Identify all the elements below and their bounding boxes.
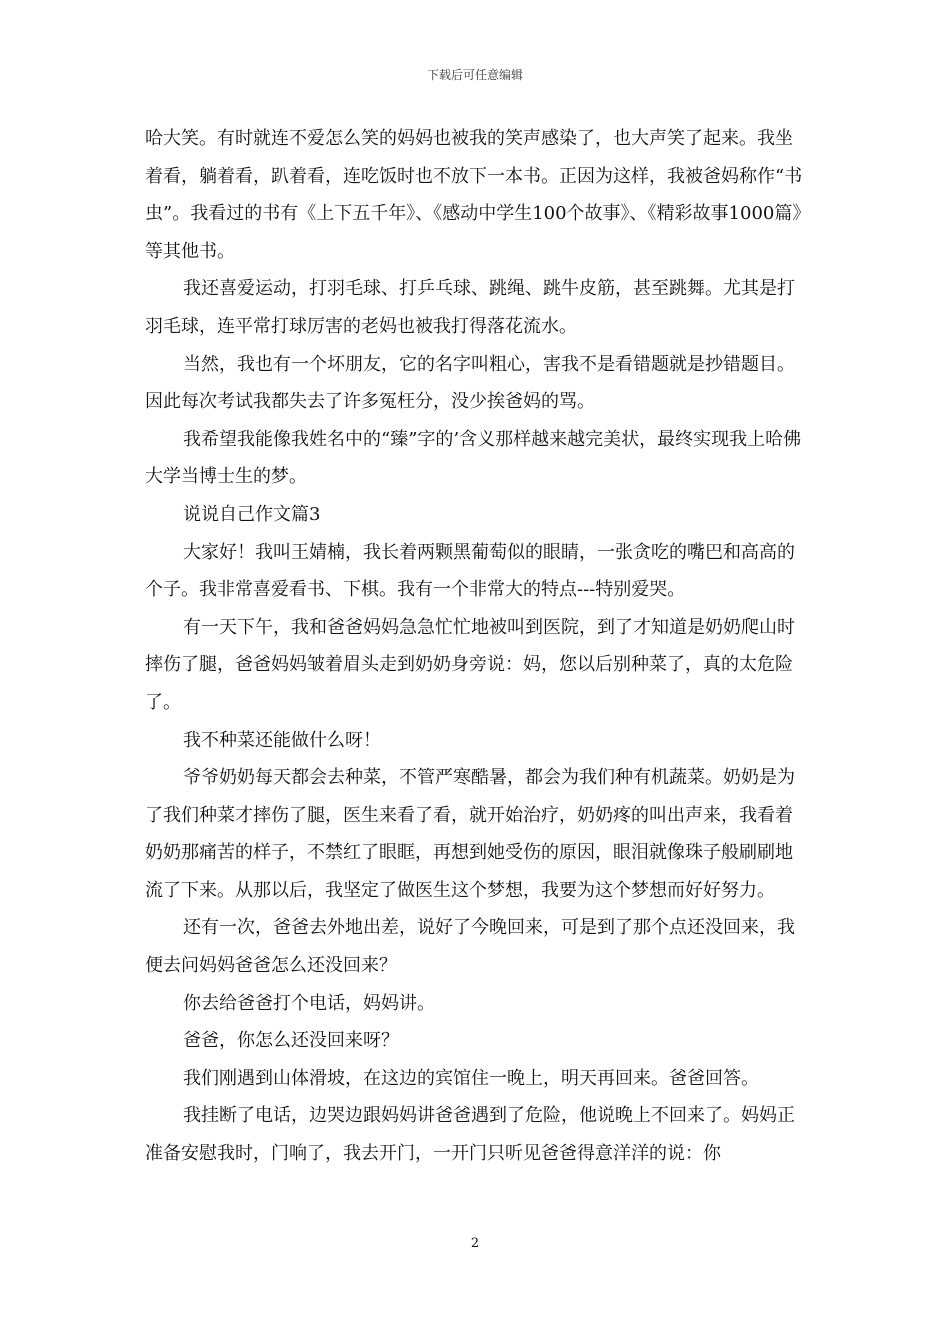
paragraph: 当然，我也有一个坏朋友，它的名字叫粗心，害我不是看错题就是抄错题目。因此每次考试我都失去了许多冤枉分，没少挨爸妈的骂。 [145,353,795,413]
body-text [145,120,810,1173]
section-heading: 说说自己作文篇3 [183,503,321,525]
page-number: 2 [470,1236,480,1251]
paragraph: 我挂断了电话，边哭边跟妈妈讲爸爸遇到了危险，他说晚上不回来了。妈妈正准备安慰我时，门响了，我去开门，一开门只听见爸爸得意洋洋的说：你 [145,1105,795,1165]
paragraph: 爷爷奶奶每天都会去种菜，不管严寒酷暑，都会为我们种有机蔬菜。奶奶是为了我们种菜才摔伤了腿，医生来看了看，就开始治疗，奶奶疼的叫出声来，我看着奶奶那痛苦的样子，不禁红了眼眶，再想到她受伤的原因，眼泪就像珠子般刷刷地流了下来。从那以后，我坚定了做医生这个梦想，我要为这个梦想而好好努力。 [145,767,795,901]
paragraph: 有一天下午，我和爸爸妈妈急急忙忙地被叫到医院，到了才知道是奶奶爬山时摔伤了腿，爸爸妈妈皱着眉头走到奶奶身旁说：妈，您以后别种菜了，真的太危险了。 [145,616,795,713]
paragraph: 我还喜爱运动，打羽毛球、打乒乓球、跳绳、跳牛皮筋，甚至跳舞。尤其是打羽毛球，连平常打球厉害的老妈也被我打得落花流水。 [145,278,795,337]
paragraph: 我们刚遇到山体滑坡，在这边的宾馆住一晚上，明天再回来。爸爸回答。 [183,1067,759,1089]
paragraph: 你去给爸爸打个电话，妈妈讲。 [183,992,435,1014]
paragraph: 大家好！我叫王婧楠，我长着两颗黑葡萄似的眼睛，一张贪吃的嘴巴和高高的个子。我非常喜爱看书、下棋。我有一个非常大的特点---特别爱哭。 [145,541,795,601]
paragraph: 我希望我能像我姓名中的“臻”字的’含义那样越来越完美状，最终实现我上哈佛大学当博士生的梦。 [145,428,802,488]
page-header: 下载后可任意编辑 [426,68,523,82]
paragraph: 还有一次，爸爸去外地出差，说好了今晚回来，可是到了那个点还没回来，我便去问妈妈爸爸怎么还没回来？ [145,917,795,977]
paragraph: 哈大笑。有时就连不爱怎么笑的妈妈也被我的笑声感染了，也大声笑了起来。我坐着看，躺着看，趴着看，连吃饭时也不放下一本书。正因为这样，我被爸妈称作“书虫”。我看过的书有《上下五千年》、《感动中学生100个故事》、《精彩故事1000篇》等其他书。 [145,128,803,262]
paragraph: 我不种菜还能做什么呀！ [183,729,381,751]
paragraph: 爸爸，你怎么还没回来呀？ [183,1030,399,1052]
